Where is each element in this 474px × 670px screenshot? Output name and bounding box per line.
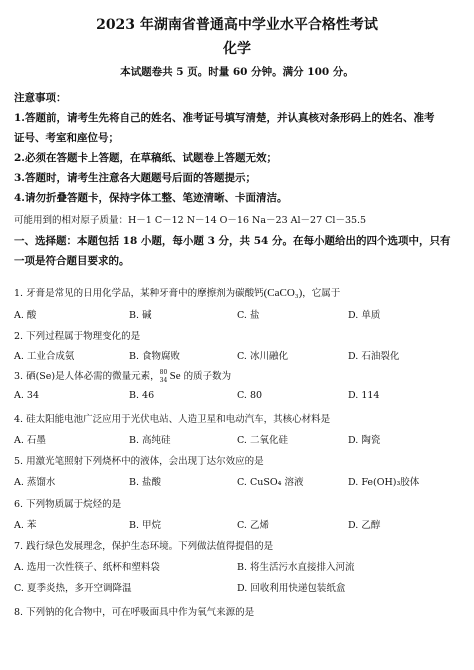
atomic-masses: 可能用到的相对原子质量：H－1 C－12 N－14 O－16 Na－23 Al－27 Cl－35.5 xyxy=(14,215,367,226)
exam-title: 2023 年湖南省普通高中学业水平合格性考试 xyxy=(96,17,378,33)
question-7-option-d[interactable]: D. 回收利用快递包装纸盒 xyxy=(237,583,346,594)
question-4-option-c[interactable]: C. 二氧化硅 xyxy=(237,435,288,446)
question-3-option-a[interactable]: A. 34 xyxy=(14,390,39,401)
exam-info: 本试题卷共 5 页。时量 60 分钟。满分 100 分。 xyxy=(120,66,354,78)
question-7-option-b[interactable]: B. 将生活污水直接排入河流 xyxy=(237,562,355,573)
note-item-1: 1.答题前，请考生先将自己的姓名、准考证号填写清楚，并认真核对条形码上的姓名、准考 xyxy=(14,112,435,124)
question-6-stem: 6. 下列物质属于烷烃的是 xyxy=(14,499,122,510)
subject-title: 化学 xyxy=(223,41,251,57)
nuclide-atomic-number: 34 xyxy=(159,376,168,384)
question-6-option-b[interactable]: B. 甲烷 xyxy=(129,520,162,531)
question-2-option-d[interactable]: D. 石油裂化 xyxy=(348,351,400,362)
nuclide-symbol: Se xyxy=(169,370,181,382)
question-8-stem: 8. 下列钠的化合物中，可在呼吸面具中作为氧气来源的是 xyxy=(14,607,255,618)
question-1-option-c[interactable]: C. 盐 xyxy=(237,310,260,321)
section-heading-line-1: 一、选择题：本题包括 18 小题，每小题 3 分，共 54 分。在每小题给出的四个选项中，只有 xyxy=(14,235,451,247)
nuclide-notation xyxy=(159,368,170,384)
question-6-option-d[interactable]: D. 乙醇 xyxy=(348,520,381,531)
question-3-option-b[interactable]: B. 46 xyxy=(129,390,155,401)
question-1-tail: ，它属于 xyxy=(302,288,341,299)
question-3-option-c[interactable]: C. 80 xyxy=(237,390,263,401)
question-1-formula: (CaCO₃) xyxy=(263,287,303,299)
question-5-option-b[interactable]: B. 盐酸 xyxy=(129,477,162,488)
notes-heading: 注意事项： xyxy=(14,92,67,104)
question-5-option-c[interactable]: C. CuSO₄ 溶液 xyxy=(237,477,304,488)
question-1-stem xyxy=(14,285,340,299)
question-4-stem: 4. 硅太阳能电池广泛应用于光伏电站、人造卫星和电动汽车，其核心材料是 xyxy=(14,414,331,425)
question-2-option-b[interactable]: B. 食物腐败 xyxy=(129,351,181,362)
question-2-option-c[interactable]: C. 冰川融化 xyxy=(237,351,288,362)
question-5-option-a[interactable]: A. 蒸馏水 xyxy=(14,477,56,488)
question-2-option-a[interactable]: A. 工业合成氨 xyxy=(14,351,75,362)
note-item-3: 3.答题时，请考生注意各大题题号后面的答题提示； xyxy=(14,172,256,184)
question-1-text: 1. 牙膏是常见的日用化学品，某种牙膏中的摩擦剂为碳酸钙 xyxy=(14,288,264,299)
question-1-option-b[interactable]: B. 碱 xyxy=(129,310,152,321)
note-item-1-cont: 证号、考室和座位号； xyxy=(14,132,119,144)
nuclide-mass-number: 80 xyxy=(159,368,168,376)
question-4-option-a[interactable]: A. 石墨 xyxy=(14,435,46,446)
question-4-option-d[interactable]: D. 陶瓷 xyxy=(348,435,381,446)
note-item-4: 4.请勿折叠答题卡，保持字体工整、笔迹清晰、卡面清洁。 xyxy=(14,192,288,204)
question-3-text: 3. 硒(Se)是人体必需的微量元素， xyxy=(14,371,160,382)
question-1-option-a[interactable]: A. 酸 xyxy=(14,310,37,321)
question-1-option-d[interactable]: D. 单质 xyxy=(348,310,381,321)
question-6-option-a[interactable]: A. 苯 xyxy=(14,520,37,531)
question-2-stem: 2. 下列过程属于物理变化的是 xyxy=(14,331,141,342)
question-5-option-d[interactable]: D. Fe(OH)₃胶体 xyxy=(348,477,420,488)
section-heading-line-2: 一项是符合题目要求的。 xyxy=(14,255,130,267)
question-3-option-d[interactable]: D. 114 xyxy=(348,390,380,401)
question-5-stem: 5. 用激光笔照射下列烧杯中的液体，会出现丁达尔效应的是 xyxy=(14,456,264,467)
question-7-stem: 7. 践行绿色发展理念，保护生态环境。下列做法值得提倡的是 xyxy=(14,541,274,552)
question-4-option-b[interactable]: B. 高纯硅 xyxy=(129,435,171,446)
question-7-option-a[interactable]: A. 选用一次性筷子、纸杯和塑料袋 xyxy=(14,562,160,573)
question-7-option-c[interactable]: C. 夏季炎热，多开空调降温 xyxy=(14,583,132,594)
question-3-tail: 的质子数为 xyxy=(180,371,232,382)
question-3-stem xyxy=(14,368,231,383)
question-6-option-c[interactable]: C. 乙烯 xyxy=(237,520,269,531)
note-item-2: 2.必须在答题卡上答题，在草稿纸、试题卷上答题无效； xyxy=(14,152,277,164)
